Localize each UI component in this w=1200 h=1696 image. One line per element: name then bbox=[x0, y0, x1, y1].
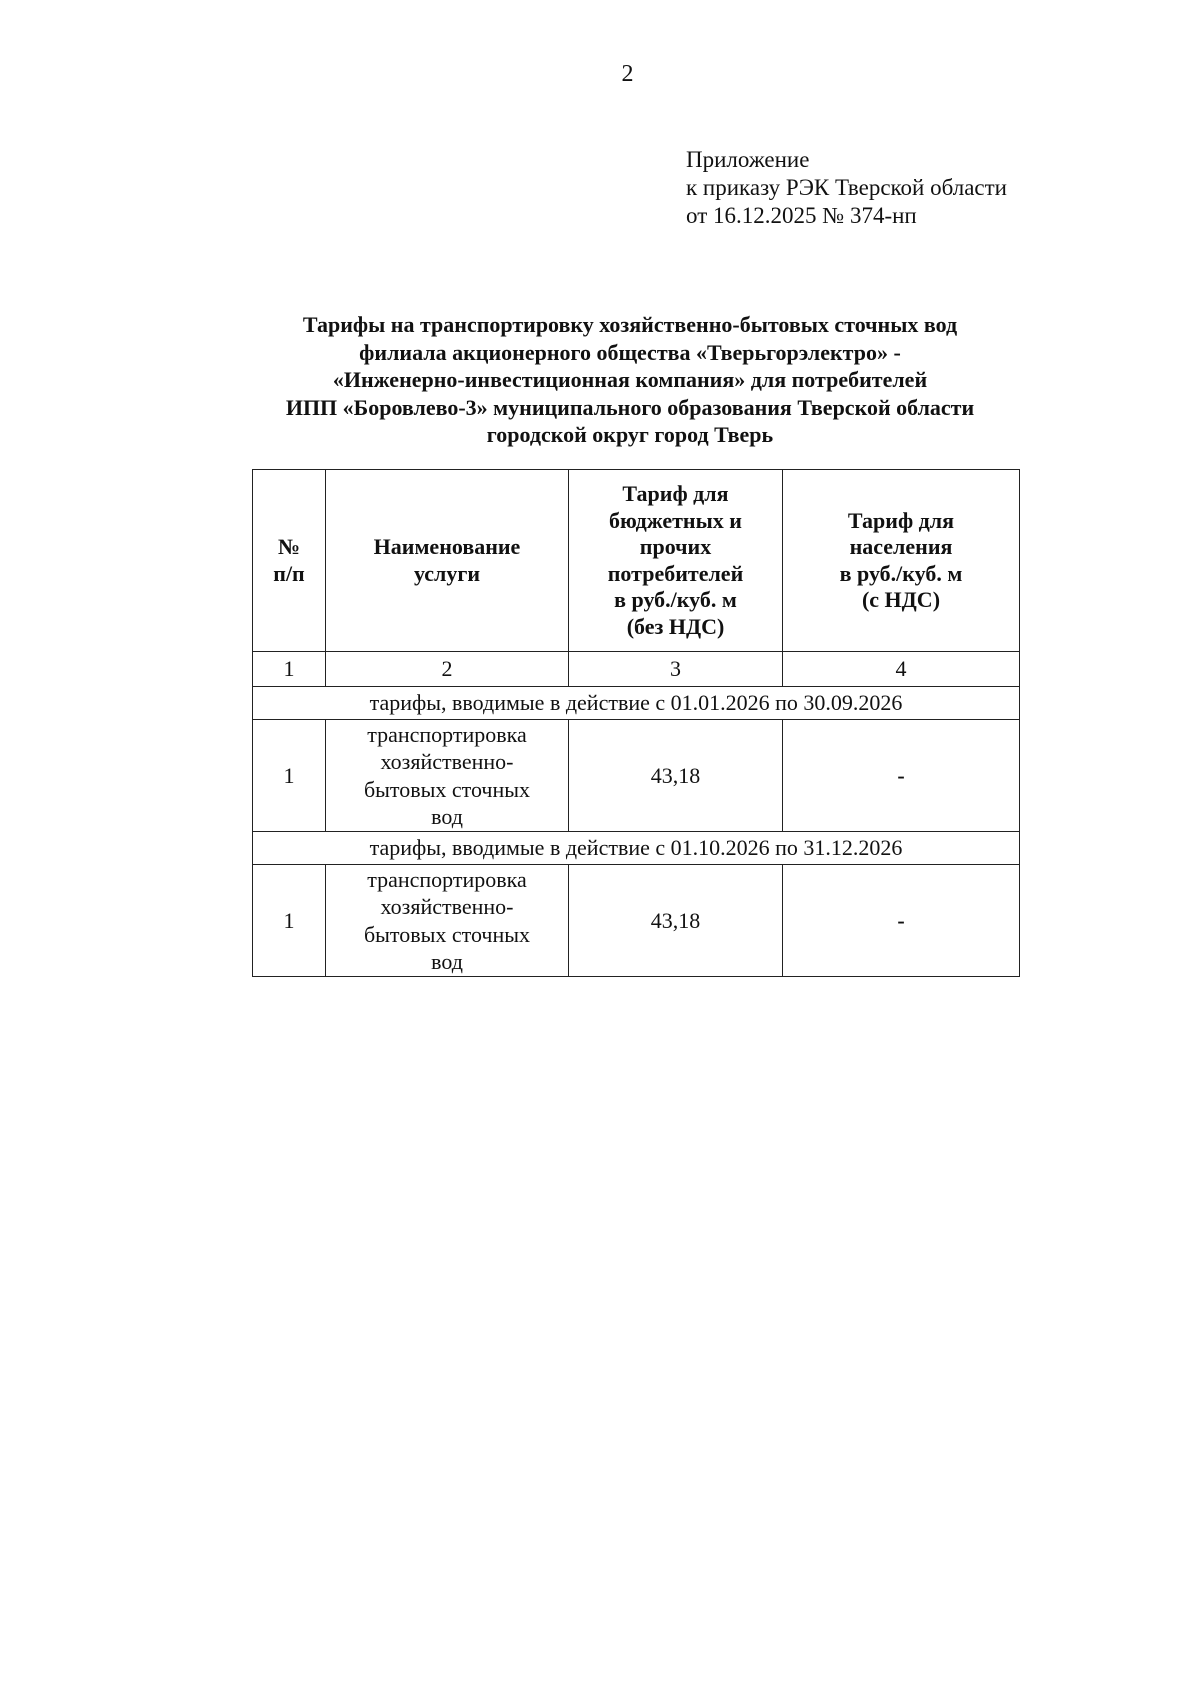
service-line: хозяйственно- bbox=[380, 894, 514, 919]
column-number: 1 bbox=[253, 652, 326, 687]
column-number: 3 bbox=[569, 652, 783, 687]
row-budget-tariff: 43,18 bbox=[569, 720, 783, 832]
header-line: Тариф для bbox=[622, 481, 729, 506]
service-line: бытовых сточных bbox=[363, 921, 531, 947]
row-service bbox=[326, 865, 569, 977]
header-line: п/п bbox=[273, 560, 305, 586]
period-label: тарифы, вводимые в действие с 01.10.2026 по 31.12.2026 bbox=[253, 832, 1020, 865]
appendix-line: от 16.12.2025 № 374-нп bbox=[686, 203, 917, 228]
document-title bbox=[230, 311, 1030, 449]
period-row bbox=[253, 687, 1020, 720]
row-budget-tariff: 43,18 bbox=[569, 865, 783, 977]
header-line: в руб./куб. м bbox=[839, 560, 963, 586]
header-line: (без НДС) bbox=[626, 613, 725, 639]
title-line: городской округ город Тверь bbox=[486, 422, 774, 448]
service-line: хозяйственно- bbox=[380, 749, 514, 774]
row-num: 1 bbox=[253, 720, 326, 832]
header-line: Тариф для bbox=[847, 507, 955, 533]
row-num: 1 bbox=[253, 865, 326, 977]
table-header-row bbox=[253, 470, 1020, 652]
appendix-line: Приложение bbox=[686, 147, 810, 172]
header-budget-tariff bbox=[569, 470, 783, 652]
page-number: 2 bbox=[621, 61, 634, 87]
header-line: услуги bbox=[413, 560, 481, 586]
title-line: филиала акционерного общества «Тверьгорэлектро» - bbox=[359, 339, 901, 365]
service-line: транспортировка bbox=[367, 866, 527, 892]
title-line: «Инженерно-инвестиционная компания» для потребителей bbox=[332, 367, 928, 393]
header-line: Наименование bbox=[373, 534, 521, 559]
service-line: транспортировка bbox=[367, 721, 527, 747]
header-line: (с НДС) bbox=[861, 587, 941, 612]
column-number: 2 bbox=[326, 652, 569, 687]
header-line: потребителей bbox=[607, 560, 744, 586]
row-population-tariff: - bbox=[783, 865, 1020, 977]
header-num bbox=[253, 470, 326, 652]
header-line: № bbox=[277, 534, 301, 559]
header-population-tariff bbox=[783, 470, 1020, 652]
row-population-tariff: - bbox=[783, 720, 1020, 832]
column-number-row bbox=[253, 652, 1020, 687]
service-line: вод bbox=[431, 949, 463, 974]
header-service bbox=[326, 470, 569, 652]
title-line: Тарифы на транспортировку хозяйственно-бытовых сточных вод bbox=[302, 312, 958, 337]
service-line: бытовых сточных bbox=[363, 776, 531, 802]
period-label: тарифы, вводимые в действие с 01.01.2026 по 30.09.2026 bbox=[253, 687, 1020, 720]
appendix-block bbox=[686, 146, 1007, 230]
table-row bbox=[253, 865, 1020, 977]
title-line: ИПП «Боровлево-3» муниципального образования Тверской области bbox=[285, 394, 975, 420]
header-line: населения bbox=[849, 534, 953, 559]
header-line: бюджетных и bbox=[609, 507, 742, 533]
period-row bbox=[253, 832, 1020, 865]
row-service bbox=[326, 720, 569, 832]
header-line: прочих bbox=[639, 534, 712, 559]
appendix-line: к приказу РЭК Тверской области bbox=[686, 175, 1007, 200]
header-line: в руб./куб. м bbox=[614, 587, 737, 612]
tariff-table bbox=[252, 469, 1020, 977]
table-row bbox=[253, 720, 1020, 832]
column-number: 4 bbox=[783, 652, 1020, 687]
service-line: вод bbox=[431, 804, 463, 829]
